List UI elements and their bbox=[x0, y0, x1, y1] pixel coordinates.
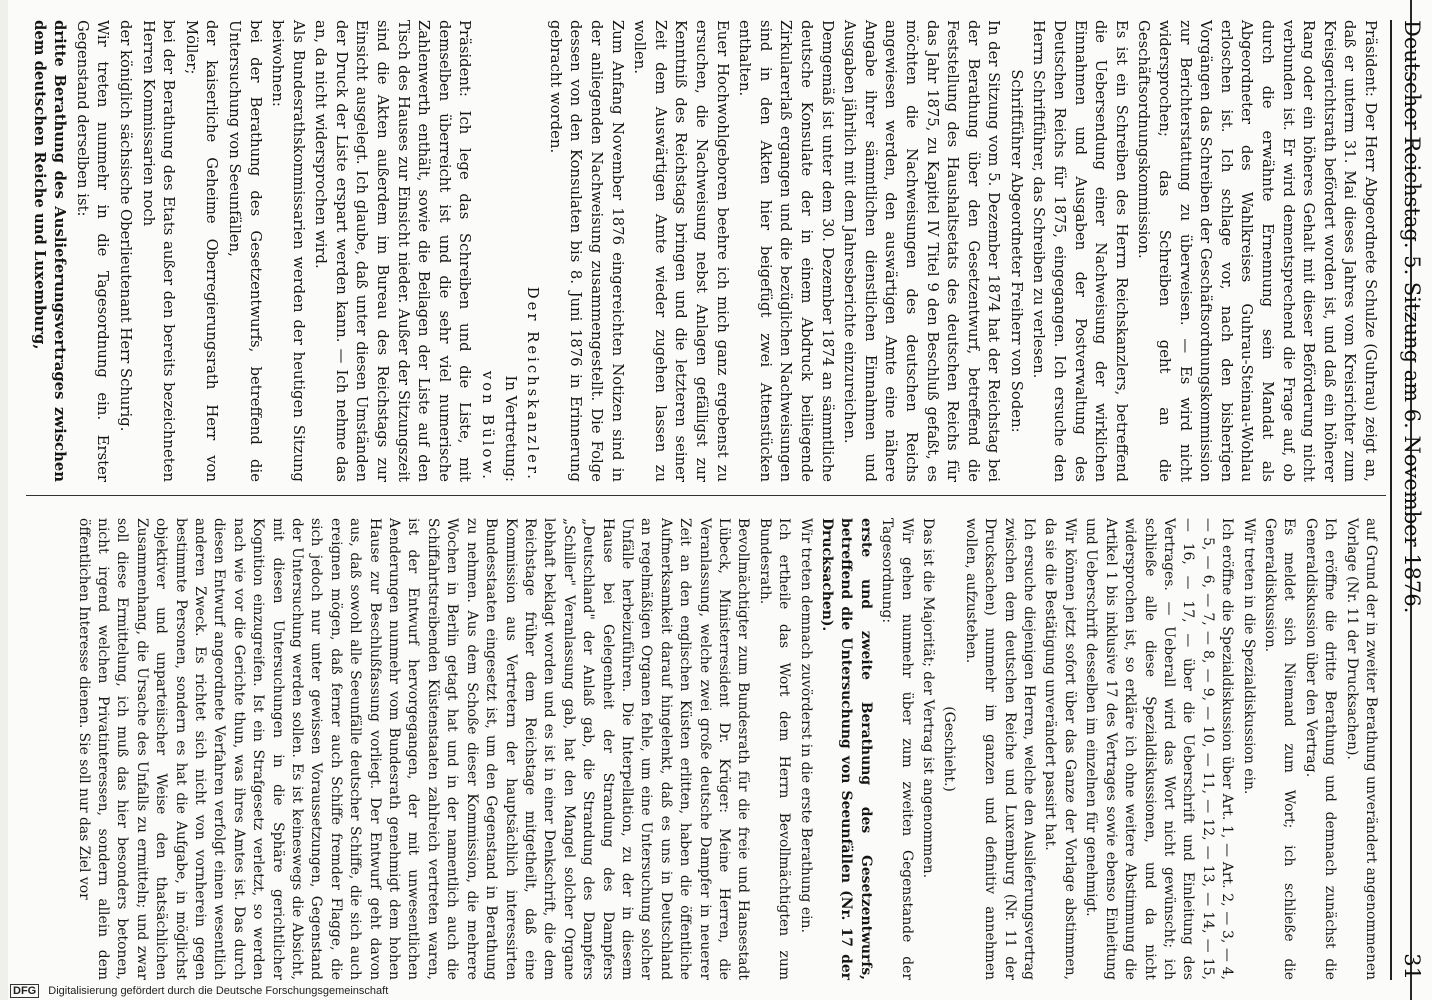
paragraph: auf Grund der in zweiter Berathung unverändert angenommenen Vorlage (Nr. 11 der Drucksachen). bbox=[1343, 518, 1379, 980]
paragraph: Als Bundesrathskommissarien werden der heutigen Sitzung beiwohnen: bbox=[269, 20, 307, 482]
paragraph: Wir treten demnach zuvörderst in die erste Berathung ein. bbox=[797, 518, 814, 933]
paragraph: In der Sitzung vom 5. Dezember 1874 hat der Reichstag bei der Berathung über den Gesetzentwurf, betreffend die Feststellung des Haushaltsetats des deutschen Reichs für das Jahr 1875, zu Kapitel IV Titel 9 den Beschluß gefaßt, es möchten die Nachweisungen des deutschen Reichs angewiesen werden, den auswärtigen Amte eine nähere Angabe ihrer sämmtlichen dienstlichen Einnahmen und Ausgaben jährlich mit dem Jahresberichte einzureichen. bbox=[841, 20, 1003, 482]
paragraph: (Geschieht.) bbox=[941, 706, 958, 792]
header-rule bbox=[1390, 20, 1392, 980]
paragraph: Ich ertheile das Wort dem Herrn Bevollmächtigten zum Bundesrath. bbox=[756, 518, 793, 980]
digitization-footer bbox=[10, 985, 1005, 999]
paragraph: bei der Berathung des Etats außer den bereits bezeichneten Herren Kommissarien noch bbox=[139, 20, 178, 482]
page-number: 31 bbox=[1400, 953, 1424, 980]
paragraph: Ich eröffne die dritte Berathung und demnach zunächst die Generaldiskussion über den Vertrag. bbox=[1302, 518, 1339, 980]
dfg-logo: DFG bbox=[10, 984, 39, 998]
paragraph: dritte Berathung des Auslieferungsvertrages zwischen dem deutschen Reiche und Luxemburg, bbox=[30, 20, 69, 482]
paragraph: Das ist die Majorität; der Vertrag ist angenommen. bbox=[920, 518, 937, 879]
paragraph: Bevollmächtigter zum Bundesrath für die freie und Hansestadt Lübeck, Ministerresident Dr. Krüger: Meine Herren, die Veranlassung, welche zwei große deutsche Dampfer in neuerer Zeit an den englischen Küsten erlitten, haben die öffentliche Aufmerksamkeit darauf hingelenkt, daß es uns in Deutschland an regelmäßigen Organen fehle, um eine Untersuchung solcher Unfälle herbeizuführen. Die Interpellation, zu der in diesem Hause bei Gelegenheit der Strandung des Dampfers „Deutschland" der Anlaß gab, die Strandung des Dampfers „Schiller" Veranlassung gab, hat den Mangel solcher Organe lebhaft beklagt worden und es ist in einer Denkschrift, die dem Reichstage früher dem Reichstage mitgetheilt, daß eine Kommission aus Vertretern der hauptsächlich interessirten Bundesstaaten eingesetzt ist, um den Gegenstand in Berathung zu nehmen. Aus dem Schoße dieser Kommission, die mehrere Wochen in Berlin getagt hat und in der namentlich auch die Schiffahrtstreibenden Küstenstaaten zahlreich vertreten waren, ist der Entwurf hervorgegangen, der mit unwesentlichen Aenderungen nunmehr vom Bundesrath genehmigt dem hohen Hause zur Beschlußfassung vorliegt. Der Entwurf geht davon aus, daß sowohl alle Seeunfälle deutscher Schiffe, die sich auch ereignen mögen, daß ferner auch Schiffe fremder Flagge, die sich jedoch nur unter gewissen Voraussetzungen, Gegenstand der Untersuchung werden sollen. Es ist keineswegs die Absicht, mit diesen Untersuchungen in die Sphäre gerichtlicher Kognition einzugreifen. Ist ein Strafgesetz verletzt, so werden nach wie vor die Gerichte thun, was ihres Amtes ist. Das durch diesen Entwurf angeordnete Verfahren verfolgt einen wesentlich anderen Zweck. Es richtet sich nicht von vornherein gegen bestimmte Personen, sondern es hat die Aufgabe, in möglichst objektiver und unparteiischer Weise den thatsächlichen Zusammenhang, die Ursache des Unfalls zu ermitteln; und zwar soll diese Ermittelung, ich muß das hier besonders betonen, nicht irgend welchen Privatinteressen, sondern allein dem öffentlichen Interesse dienen. Sie soll nur das Ziel vor bbox=[75, 518, 752, 980]
right-text-column bbox=[71, 518, 1380, 980]
paragraph: bei der Berathung des Gesetzentwurfs, betreffend die Untersuchung von Seeunfällen, bbox=[225, 20, 264, 482]
paragraph: Präsident: Der Herr Abgeordnete Schulze (Guhrau) zeigt an, daß er unterm 31. Mai dieses Jahres vom Kreisrichter zum Kreisgerichtsrath befördert worden ist, und daß ein höherer Rang oder ein höheres Gehalt mit dieser Beförderung nicht verbunden ist. Er wird dementsprechend die Frage auf, ob durch die erwähnte Ernennung sein Mandat als Abgeordneter des Wahlkreises Guhrau-Steinau-Wohlau erloschen ist. Ich schlage vor, nach den bisherigen Vorgängen das Schreiben der Geschäftsordnungskommission zur Berichterstattung zu überweisen. — Es wird nicht widersprochen; das Schreiben geht an die Geschäftsordnungskommission. bbox=[1135, 20, 1379, 482]
left-text-column bbox=[26, 20, 1380, 482]
header-title: Deutscher Reichstag. 5. Sitzung am 6. November 1876. bbox=[1400, 20, 1424, 614]
paragraph: Wir treten nunmehr in die Tagesordnung ein. Erster Gegenstand derselben ist: bbox=[73, 20, 112, 482]
paragraph: der kaiserliche Geheime Oberregierungsrath Herr von Möller; bbox=[182, 20, 221, 482]
paragraph: Ich ersuche diejenigen Herren, welche den Auslieferungsvertrag zwischen dem deutschen Reiche und Luxemburg (Nr. 11 der Drucksachen) nunmehr im ganzen und definitiv annehmen wollen, aufzustehen. bbox=[962, 518, 1038, 980]
running-header bbox=[1394, 20, 1424, 980]
paragraph: von Bülow. bbox=[479, 370, 497, 482]
paragraph: Der Reichskanzler. bbox=[524, 286, 542, 482]
paragraph: Wir treten in die Spezialdiskussion ein. bbox=[1240, 518, 1257, 795]
paragraph: Demgemäß ist unter dem 30. Dezember 1874 an sämmtliche deutsche Konsulate der in einem Abdruck beiliegende Zirkularerlaß ergangen und die bezüglichen Nachweisungen sind in den Akten hier beigefügt zwei Attenstücken enthalten. bbox=[736, 20, 836, 482]
digitization-notice: Digitalisierung gefördert durch die Deutsche Forschungsgemeinschaft bbox=[48, 985, 389, 997]
paragraph: Ich eröffne die Spezialdiskussion über Art. 1, — Art. 2, — 3, — 4, — 5, — 6, — 7, — 8, — 9, — 10, — 11, — 12, — 13, — 14, — 15, — 16, — 17, — über die Ueberschrift und Einleitung des Vertrages. — Ueberall wird das Wort nicht gewünscht; ich schließe alle diese Spezialdiskussionen, und da nicht widersprochen ist, so erkläre ich ohne weitere Abstimmung die Artikel 1 bis inklusive 17 des Vertrages sowie ebenso Einleitung und Ueberschrift desselben im einzelnen für genehmigt. bbox=[1083, 518, 1236, 980]
paragraph: der königlich sächsische Oberlieutenant Herr Schurig. bbox=[116, 20, 134, 432]
paragraph: Es ist ein Schreiben des Herrn Reichskanzlers, betreffend die Uebersendung einer Nachweisung der wirklichen Einnahmen und Ausgaben der Postverwaltung des Deutschen Reichs für 1875, eingegangen. Ich ersuche den Herrn Schriftführer, das Schreiben zu verlesen. bbox=[1030, 20, 1130, 482]
paragraph: Wir können jetzt sofort über das Ganze der Vorlage abstimmen, da sie die Bestätigung unverändert passirt hat. bbox=[1042, 518, 1078, 980]
column-separator bbox=[26, 495, 1386, 496]
paragraph: Es meldet sich Niemand zum Wort; ich schließe die Generaldiskussion. bbox=[1261, 518, 1298, 980]
paragraph: Schriftführer Abgeordneter Freiherr von Soden: bbox=[1007, 69, 1025, 433]
paragraph: Wir gehen nunmehr über zum zweiten Gegenstande der Tagesordnung: bbox=[879, 518, 915, 980]
paragraph: erste und zweite Berathung des Gesetzentwurfs, betreffend die Untersuchung von Seeunfällen (Nr. 17 der Drucksachen). bbox=[819, 518, 874, 980]
paragraph: In Vertretung: bbox=[501, 375, 519, 482]
paragraph: Euer Hochwohlgeboren beehre ich mich ganz ergebenst zu ersuchen, die Nachweisung nebst Anlagen gefälligst zur Kenntniß des Reichstags bringen und die letzteren seiner Zeit dem Auswärtigen Amte wieder zugehen lassen zu wollen. bbox=[631, 20, 731, 482]
paragraph: Präsident: Ich lege das Schreiben und die Liste, mit demselben überreicht ist und die sehr viel numerische Zahlenwerth enthält, sowie die Beilagen der Liste auf den Tisch des Hauses zur Einsicht nieder. Außer der Sitzungszeit sind die Akten außerdem im Bureau des Reichstags zur Einsicht ausgelegt. Ich glaube, daß unter diesen Umständen der Druck der Liste erspart werden kann. — Ich nehme das an, da nicht widersprochen wird. bbox=[312, 20, 474, 482]
paragraph: Zum Anfang November 1876 eingereichten Notizen sind in der anliegenden Nachweisung zusammengestellt. Die Folge dessen von den Konsulaten bis 8. Juni 1876 in Erinnerung gebracht worden. bbox=[546, 20, 626, 482]
